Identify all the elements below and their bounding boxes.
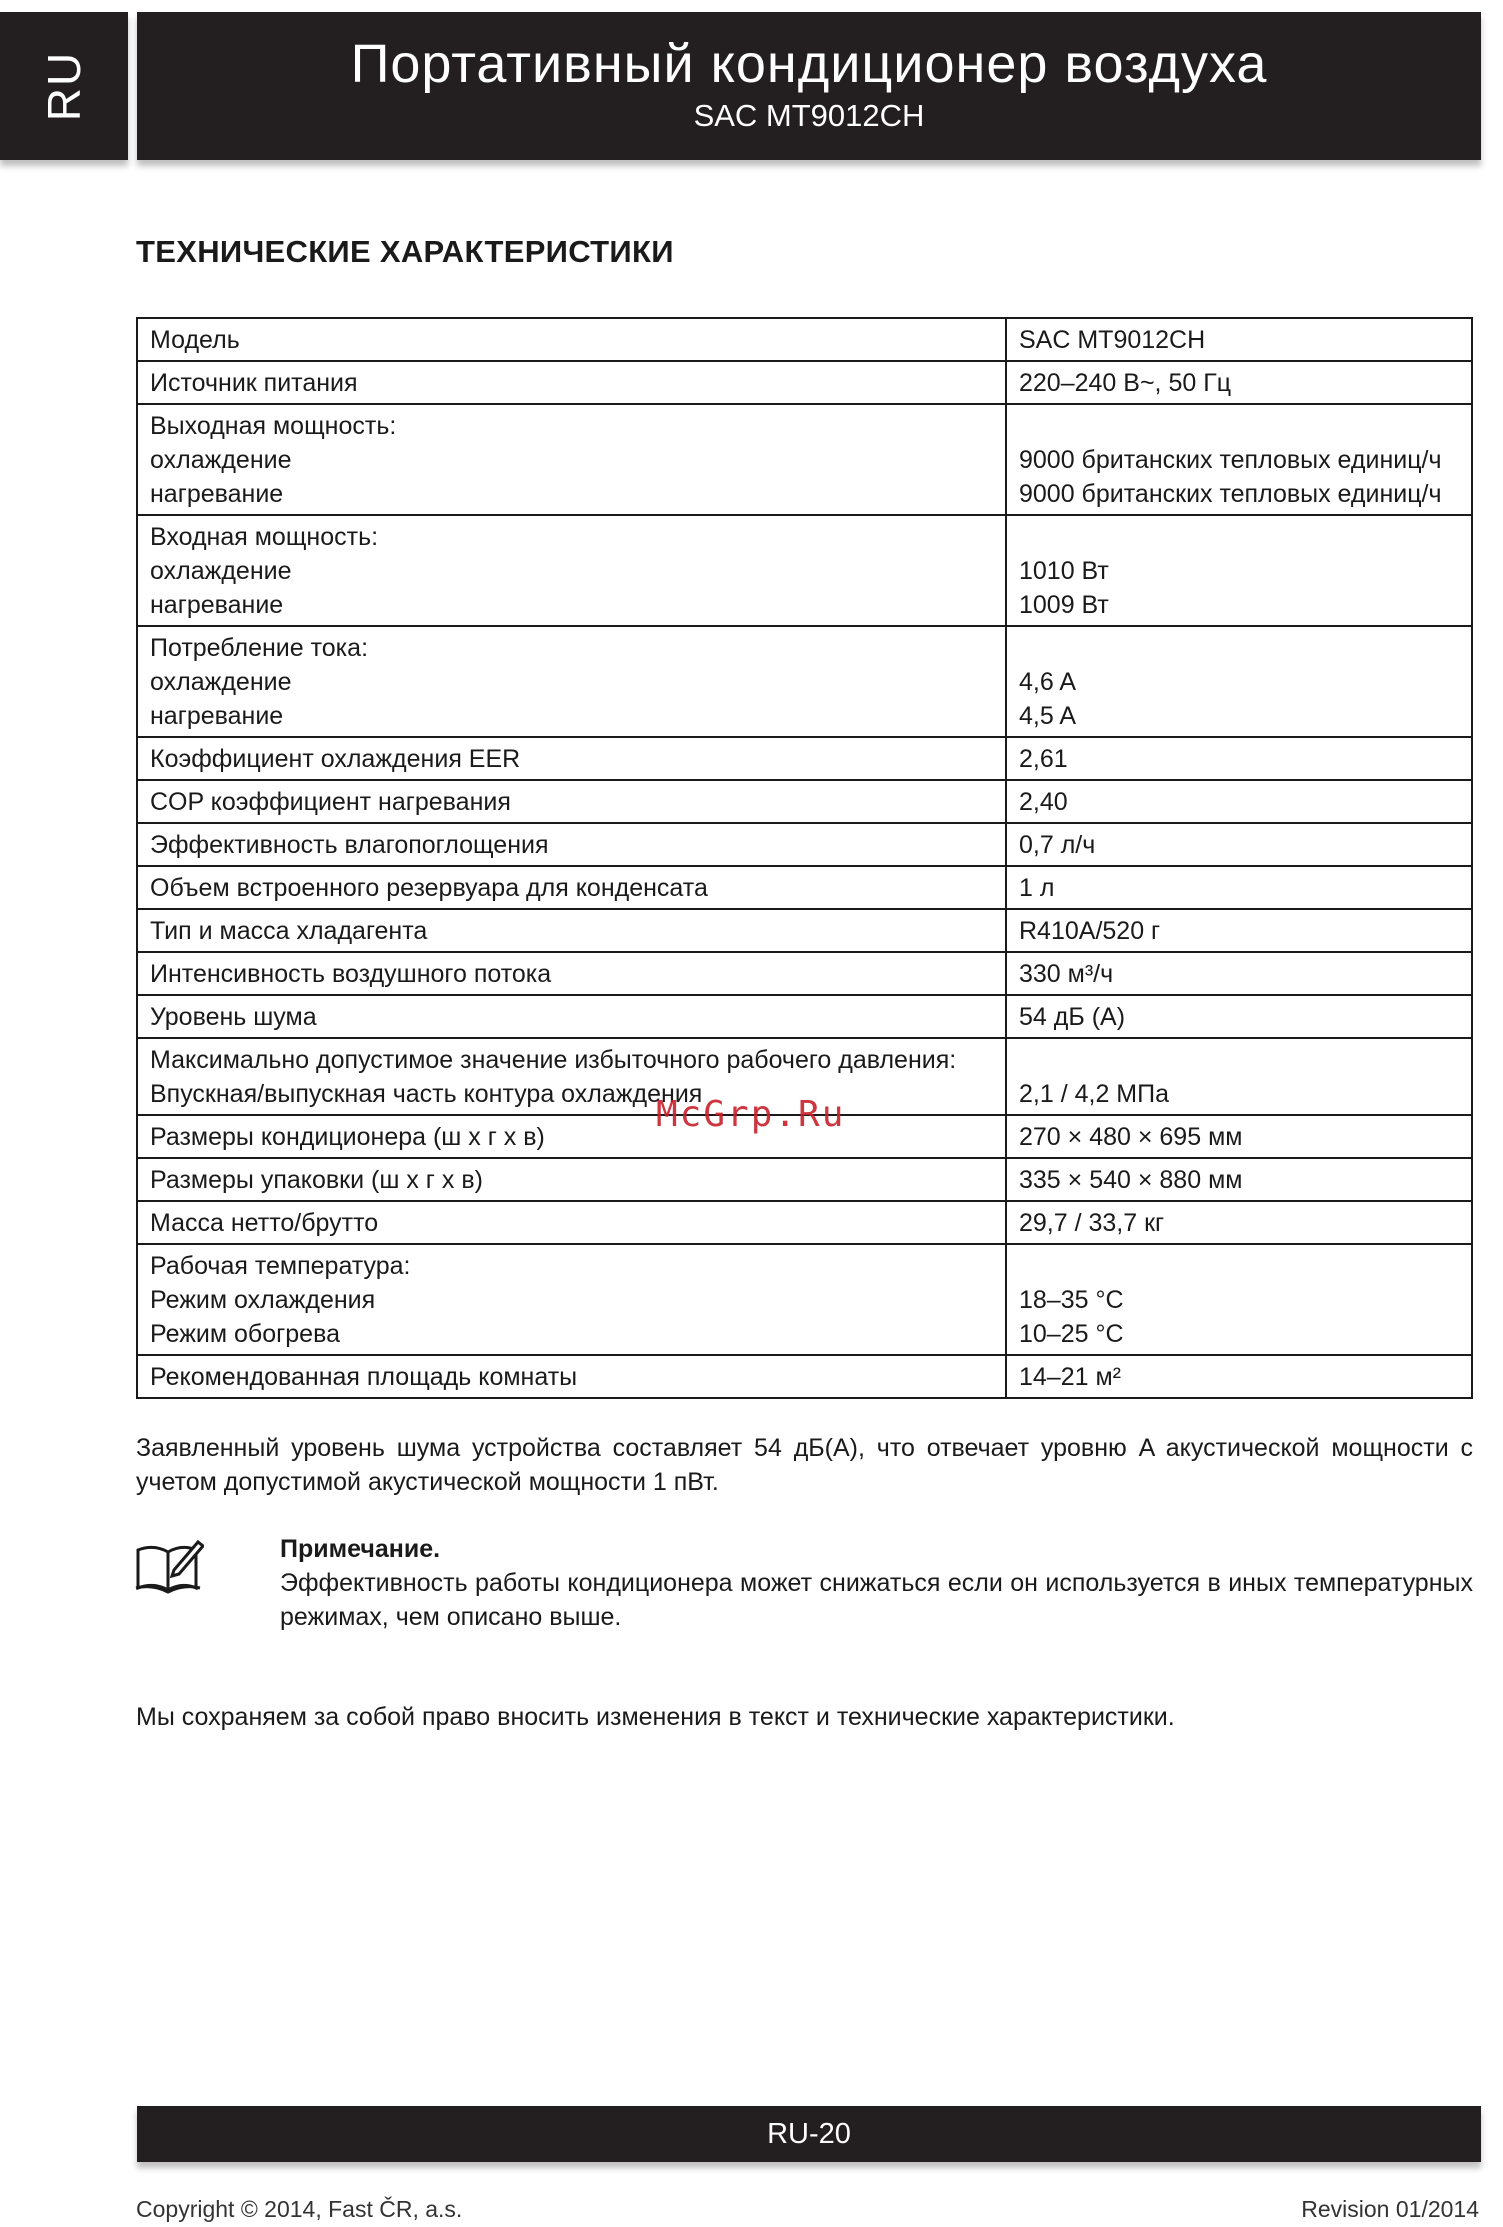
spec-value: 0,7 л/ч: [1019, 831, 1096, 859]
spec-label: Интенсивность воздушного потока: [150, 960, 552, 988]
spec-value: 4,6 A: [1019, 668, 1076, 696]
spec-value: 2,1 / 4,2 МПа: [1019, 1080, 1169, 1108]
spec-value: 9000 британских тепловых единиц/ч: [1019, 446, 1442, 474]
spec-value: 18–35 °C: [1019, 1286, 1124, 1314]
spec-value: 330 м³/ч: [1019, 960, 1114, 988]
spec-label: охлаждение: [150, 668, 292, 696]
spec-value-cell: [1006, 515, 1472, 626]
page-number: RU-20: [767, 2118, 851, 2150]
spec-row: [137, 1158, 1472, 1201]
spec-label: Входная мощность:: [150, 523, 379, 551]
spec-label: COP коэффициент нагревания: [150, 788, 511, 816]
spec-label-cell: [137, 404, 1006, 515]
model-subtitle: SAC MT9012CH: [693, 98, 925, 133]
spec-value: 54 дБ (A): [1019, 1003, 1126, 1031]
spec-row: [137, 626, 1472, 737]
spec-label: Режим обогрева: [150, 1320, 340, 1348]
spec-value: 2,61: [1019, 745, 1068, 773]
spec-label: Рабочая температура:: [150, 1252, 411, 1280]
spec-label-cell: [137, 1158, 1006, 1201]
spec-value: 1009 Вт: [1019, 591, 1109, 619]
spec-row: [137, 995, 1472, 1038]
footer-bar: [137, 2106, 1481, 2162]
header-bar: [137, 12, 1481, 160]
spec-label-cell: [137, 1038, 1006, 1115]
spec-label: нагревание: [150, 480, 284, 508]
spec-label: Выходная мощность:: [150, 412, 397, 440]
spec-label: Уровень шума: [150, 1003, 317, 1031]
spec-value: 14–21 м²: [1019, 1363, 1121, 1391]
spec-label: Эффективность влагопоглощения: [150, 831, 549, 859]
spec-value: 2,40: [1019, 788, 1068, 816]
spec-label-cell: [137, 952, 1006, 995]
note-text: Эффективность работы кондиционера может снижаться если он используется в иных температурных режимах, чем описано выше.: [280, 1569, 1473, 1631]
spec-label-cell: [137, 626, 1006, 737]
spec-value-cell: [1006, 952, 1472, 995]
spec-label: Размеры кондиционера (ш х г х в): [150, 1123, 545, 1151]
spec-label: Впускная/выпускная часть контура охлаждения: [150, 1080, 703, 1108]
spec-row: [137, 737, 1472, 780]
page-title: Портативный кондиционер воздуха: [350, 34, 1268, 94]
spec-label: Модель: [150, 326, 240, 354]
spec-value: 9000 британских тепловых единиц/ч: [1019, 480, 1442, 508]
spec-label: охлаждение: [150, 446, 292, 474]
spec-value-cell: [1006, 780, 1472, 823]
spec-value: 10–25 °C: [1019, 1320, 1124, 1348]
rights-paragraph: Мы сохраняем за собой право вносить изменения в текст и технические характеристики.: [136, 1703, 1175, 1731]
spec-value-cell: [1006, 737, 1472, 780]
spec-label-cell: [137, 866, 1006, 909]
spec-value-cell: [1006, 909, 1472, 952]
spec-value-cell: [1006, 1115, 1472, 1158]
spec-row: [137, 909, 1472, 952]
spec-value: 4,5 A: [1019, 702, 1076, 730]
spec-value-cell: [1006, 823, 1472, 866]
note-title: Примечание.: [280, 1535, 441, 1563]
spec-label: Максимально допустимое значение избыточного рабочего давления:: [150, 1046, 957, 1074]
spec-value-cell: [1006, 318, 1472, 361]
spec-row: [137, 780, 1472, 823]
spec-label-cell: [137, 515, 1006, 626]
spec-value: 270 × 480 × 695 мм: [1019, 1123, 1243, 1151]
spec-value: 1 л: [1019, 874, 1055, 902]
spec-label-cell: [137, 318, 1006, 361]
spec-row: [137, 361, 1472, 404]
spec-label-cell: [137, 361, 1006, 404]
spec-row: [137, 1201, 1472, 1244]
spec-label-cell: [137, 1115, 1006, 1158]
spec-row: [137, 1244, 1472, 1355]
spec-value-cell: [1006, 866, 1472, 909]
language-tab: [0, 12, 128, 160]
spec-label: Источник питания: [150, 369, 358, 397]
spec-value-cell: [1006, 404, 1472, 515]
spec-row: [137, 515, 1472, 626]
spec-value: 29,7 / 33,7 кг: [1019, 1209, 1165, 1237]
noise-paragraph: Заявленный уровень шума устройства составляет 54 дБ(A), что отвечает уровню A акустической мощности с учетом допустимой акустической мощности 1 пВт.: [136, 1434, 1473, 1496]
spec-row: [137, 318, 1472, 361]
spec-value-cell: [1006, 1158, 1472, 1201]
spec-label: Объем встроенного резервуара для конденсата: [150, 874, 708, 902]
spec-value: 1010 Вт: [1019, 557, 1109, 585]
spec-label: Коэффициент охлаждения EER: [150, 745, 521, 773]
spec-value-cell: [1006, 626, 1472, 737]
spec-label: Рекомендованная площадь комнаты: [150, 1363, 578, 1391]
spec-label-cell: [137, 1201, 1006, 1244]
spec-label-cell: [137, 995, 1006, 1038]
spec-label-cell: [137, 1244, 1006, 1355]
spec-label: нагревание: [150, 591, 284, 619]
spec-row: [137, 1355, 1472, 1398]
spec-row: [137, 952, 1472, 995]
spec-label-cell: [137, 823, 1006, 866]
spec-value-cell: [1006, 361, 1472, 404]
spec-label: Тип и масса хладагента: [150, 917, 428, 945]
note-block: [280, 1532, 1473, 1634]
spec-label: нагревание: [150, 702, 284, 730]
spec-label: Размеры упаковки (ш х г х в): [150, 1166, 483, 1194]
spec-value-cell: [1006, 1244, 1472, 1355]
revision-text: Revision 01/2014: [1301, 2196, 1479, 2222]
spec-label: Масса нетто/брутто: [150, 1209, 379, 1237]
spec-label: охлаждение: [150, 557, 292, 585]
spec-value-cell: [1006, 995, 1472, 1038]
spec-row: [137, 823, 1472, 866]
book-pencil-icon: [134, 1536, 204, 1594]
spec-label-cell: [137, 1355, 1006, 1398]
spec-value: SAC MT9012CH: [1019, 326, 1206, 354]
copyright-text: Copyright © 2014, Fast ČR, a.s.: [136, 2196, 463, 2222]
language-label: RU: [37, 50, 90, 122]
spec-row: [137, 866, 1472, 909]
spec-label-cell: [137, 737, 1006, 780]
section-title: ТЕХНИЧЕСКИЕ ХАРАКТЕРИСТИКИ: [136, 234, 674, 269]
watermark: McGrp.Ru: [656, 1094, 846, 1135]
spec-label: Потребление тока:: [150, 634, 369, 662]
spec-value-cell: [1006, 1201, 1472, 1244]
spec-value: 220–240 В~, 50 Гц: [1019, 369, 1232, 397]
spec-label-cell: [137, 780, 1006, 823]
spec-value: R410A/520 г: [1019, 917, 1161, 945]
spec-row: [137, 404, 1472, 515]
spec-table: [136, 317, 1473, 1399]
spec-value-cell: [1006, 1355, 1472, 1398]
spec-value-cell: [1006, 1038, 1472, 1115]
spec-value: 335 × 540 × 880 мм: [1019, 1166, 1243, 1194]
spec-label-cell: [137, 909, 1006, 952]
spec-label: Режим охлаждения: [150, 1286, 376, 1314]
